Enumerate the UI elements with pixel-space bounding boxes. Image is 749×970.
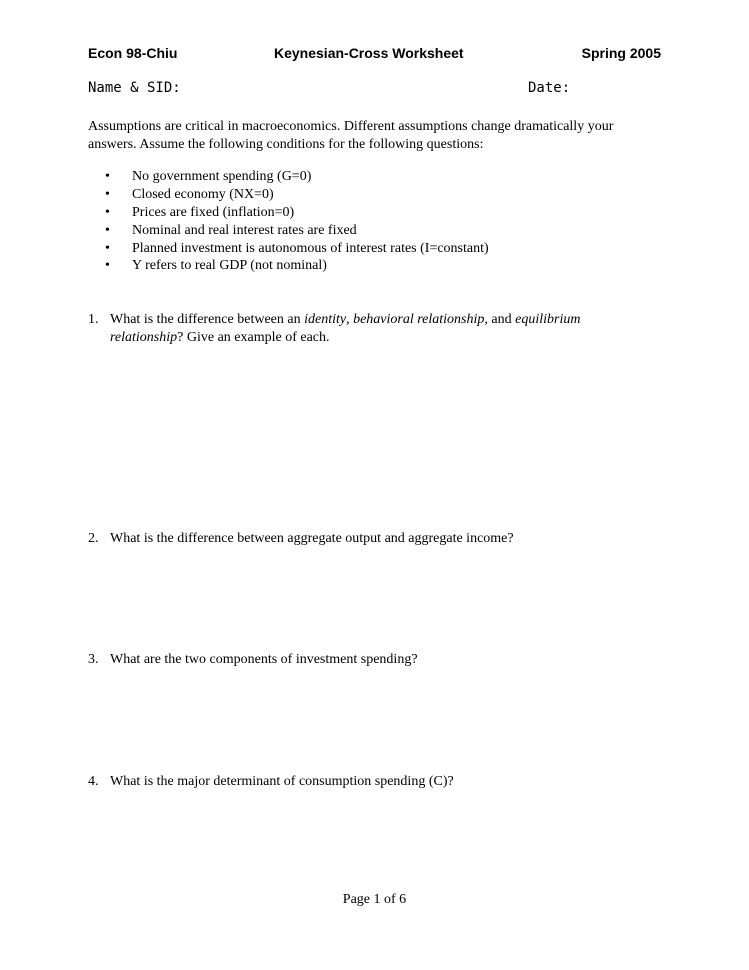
condition-text: Planned investment is autonomous of interest rates (I=constant): [132, 240, 489, 256]
bullet-icon: •: [105, 240, 110, 256]
question-fragment: , and: [484, 312, 516, 327]
question-line: [110, 329, 580, 347]
assumptions-intro: [88, 118, 668, 153]
term-behavioral-relationship: behavioral relationship: [353, 312, 485, 327]
bullet-icon: •: [105, 204, 110, 220]
list-item: [88, 186, 489, 204]
question-2: [88, 530, 514, 548]
question-fragment: What is the difference between an: [110, 312, 305, 327]
bullet-icon: •: [105, 222, 110, 238]
question-4: [88, 773, 454, 791]
conditions-list: [88, 168, 489, 275]
list-item: [88, 222, 489, 240]
bullet-icon: •: [105, 186, 110, 202]
bullet-icon: •: [105, 258, 110, 274]
question-text: What are the two components of investment spending?: [110, 652, 418, 667]
list-item: [88, 168, 489, 186]
question-line: [110, 311, 580, 329]
worksheet-title: Keynesian-Cross Worksheet: [274, 45, 464, 61]
question-number: 2.: [88, 531, 99, 546]
term-relationship: relationship: [110, 329, 178, 345]
question-text: What is the major determinant of consumption spending (C)?: [110, 774, 454, 789]
condition-text: No government spending (G=0): [132, 169, 312, 184]
list-item: [88, 257, 489, 275]
term-equilibrium: equilibrium: [515, 312, 581, 327]
name-sid-label: Name & SID:: [88, 80, 181, 96]
question-fragment: ,: [346, 312, 354, 327]
question-3: [88, 651, 418, 669]
intro-line-2: answers. Assume the following conditions for the following questions:: [88, 136, 484, 152]
page-number: Page 1 of 6: [342, 892, 407, 907]
condition-text: Closed economy (NX=0): [132, 186, 274, 202]
question-1: [88, 311, 580, 346]
term-label: Spring 2005: [581, 45, 661, 61]
term-identity: identity: [304, 312, 347, 327]
question-text: What is the difference between aggregate output and aggregate income?: [110, 531, 514, 546]
question-number: 4.: [88, 774, 99, 789]
bullet-icon: •: [105, 169, 110, 184]
question-number: 3.: [88, 652, 99, 667]
course-label: Econ 98-Chiu: [88, 45, 178, 61]
date-label: Date:: [528, 80, 571, 96]
condition-text: Y refers to real GDP (not nominal): [132, 258, 327, 274]
question-text: [110, 311, 580, 346]
condition-text: Nominal and real interest rates are fixed: [132, 222, 357, 238]
list-item: [88, 240, 489, 258]
list-item: [88, 204, 489, 222]
condition-text: Prices are fixed (inflation=0): [132, 204, 295, 220]
question-fragment: ? Give an example of each.: [177, 329, 330, 345]
intro-line-1: Assumptions are critical in macroeconomics. Different assumptions change dramatically your: [88, 119, 614, 134]
question-number: 1.: [88, 312, 99, 327]
